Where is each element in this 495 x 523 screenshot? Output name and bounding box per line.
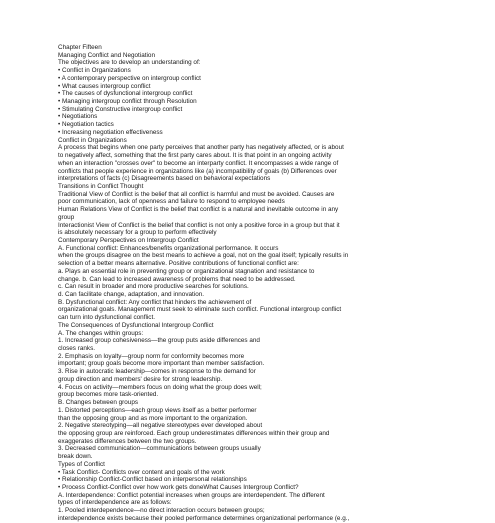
document-line: The objectives are to develop an understanding of:	[58, 59, 201, 67]
document-line: is absolutely necessary for a group to perform effectively	[58, 229, 217, 237]
document-line: 3. Decreased communication—communications between groups usually	[58, 445, 261, 453]
document-line: to negatively affect, something that the first party cares about. It is that point in an ongoing activity	[58, 152, 332, 160]
document-line: can turn into dysfunctional conflict.	[58, 314, 155, 322]
document-line: break down.	[58, 453, 93, 461]
document-line: selection of a better means alternative. Positive contributions of functional conflict are:	[58, 260, 299, 268]
document-line: 4. Focus on activity—members focus on doing what the group does well;	[58, 383, 262, 391]
document-line: c. Can result in broader and more productive searches for solutions.	[58, 283, 249, 291]
document-line: the opposing group are reinforced. Each group underestimates differences within their group and	[58, 429, 330, 437]
document-line: • Stimulating Constructive intergroup conflict	[58, 105, 183, 113]
document-line: • Increasing negotiation effectiveness	[58, 128, 163, 136]
document-line: • Relationship Conflict-Conflict based on interpersonal relationships	[58, 476, 247, 484]
document-line: than the opposing group and as more important to the organization.	[58, 414, 248, 422]
document-line: Managing Conflict and Negotiation	[58, 51, 155, 59]
document-line: Transitions in Conflict Thought	[58, 182, 144, 190]
document-line: when the groups disagree on the best means to achieve a goal, not on the goal itself; typically results in	[58, 252, 349, 260]
document-line: interdependence exists because their pooled performance determines organizational performance (e.g.,	[58, 514, 350, 522]
document-line: 2. Negative stereotyping—all negative stereotypes ever developed about	[58, 422, 263, 430]
document-line: Traditional View of Conflict is the belief that all conflict is harmful and must be avoided. Causes are	[58, 190, 335, 198]
document-line: B. Changes between groups	[58, 399, 139, 407]
document-line: • Conflict in Organizations	[58, 67, 131, 75]
document-line: interpretations of facts (c) Disagreements based on behavioral expectations	[58, 175, 271, 183]
document-line: • The causes of dysfunctional intergroup conflict	[58, 90, 193, 98]
document-line: change. b. Can lead to increased awareness of problems that need to be addressed.	[58, 275, 296, 283]
document-line: A. Functional conflict: Enhances/benefits organizational performance. It occurs	[58, 244, 279, 252]
document-line: The Consequences of Dysfunctional Intergroup Conflict	[58, 321, 214, 329]
document-line: important; group goals become more important than member satisfaction.	[58, 360, 265, 368]
document-line: when an interaction "crosses over" to become an interparty conflict. It encompasses a wide range of	[58, 159, 339, 167]
document-line: • A contemporary perspective on intergroup conflict	[58, 74, 201, 82]
document-line: organizational goals. Management must seek to eliminate such conflict. Functional intergroup conflict	[58, 306, 342, 314]
document-line: A. The changes within groups:	[58, 329, 144, 337]
document-line: A. Interdependence: Conflict potential increases when groups are interdependent. The different	[58, 491, 325, 499]
document-page	[58, 44, 453, 522]
document-line: types of interdependence are as follows:	[58, 499, 172, 507]
document-line: closes ranks.	[58, 345, 96, 353]
document-line: group direction and members' desire for strong leadership.	[58, 375, 223, 383]
document-line: Conflict in Organizations	[58, 136, 127, 144]
document-line: • Negotiations	[58, 113, 98, 121]
document-line: Types of Conflict	[58, 460, 105, 468]
document-line: conflicts that people experience in organizations like (a) incompatibility of goals (b) Differences over	[58, 167, 337, 175]
document-line: 3. Rise in autocratic leadership—comes in response to the demand for	[58, 368, 256, 376]
document-line: Human Relations View of Conflict is the belief that conflict is a natural and inevitable outcome in any	[58, 206, 339, 214]
document-line: group	[58, 213, 75, 221]
document-line: Chapter Fifteen	[58, 44, 102, 51]
document-line: poor communication, lack of openness and failure to respond to employee needs	[58, 198, 285, 206]
document-line: • What causes intergroup conflict	[58, 82, 151, 90]
document-line: Interactionist View of Conflict is the belief that conflict is not only a positive force in a group but that it	[58, 221, 340, 229]
document-line: a. Plays an essential role in preventing group or organizational stagnation and resistance to	[58, 267, 315, 275]
document-line: Contemporary Perspectives on Intergroup Conflict	[58, 236, 199, 244]
document-line: 1. Pooled interdependence—no direct interaction occurs between groups;	[58, 507, 265, 515]
document-line: • Task Conflict- Conflicts over content and goals of the work	[58, 468, 225, 476]
document-line: • Managing intergroup conflict through Resolution	[58, 98, 197, 106]
document-line: group becomes more task-oriented.	[58, 391, 159, 399]
document-line: d. Can facilitate change, adaptation, and innovation.	[58, 291, 205, 298]
document-line: 2. Emphasis on loyalty—group norm for conformity becomes more	[58, 352, 245, 360]
document-line: 1. Increased group cohesiveness—the group puts aside differences and	[58, 337, 260, 345]
document-line: exaggerates differences between the two groups.	[58, 437, 197, 445]
document-line: A process that begins when one party perceives that another party has negatively affected, or is about	[58, 144, 344, 152]
document-line: 1. Distorted perceptions—each group views itself as a better performer	[58, 406, 257, 414]
document-line: B. Dysfunctional conflict: Any conflict that hinders the achievement of	[58, 298, 252, 306]
document-line: • Process Conflict-Conflict over how work gets doneWhat Causes Intergroup Conflict?	[58, 483, 299, 491]
document-line: • Negotiation tactics	[58, 121, 114, 129]
